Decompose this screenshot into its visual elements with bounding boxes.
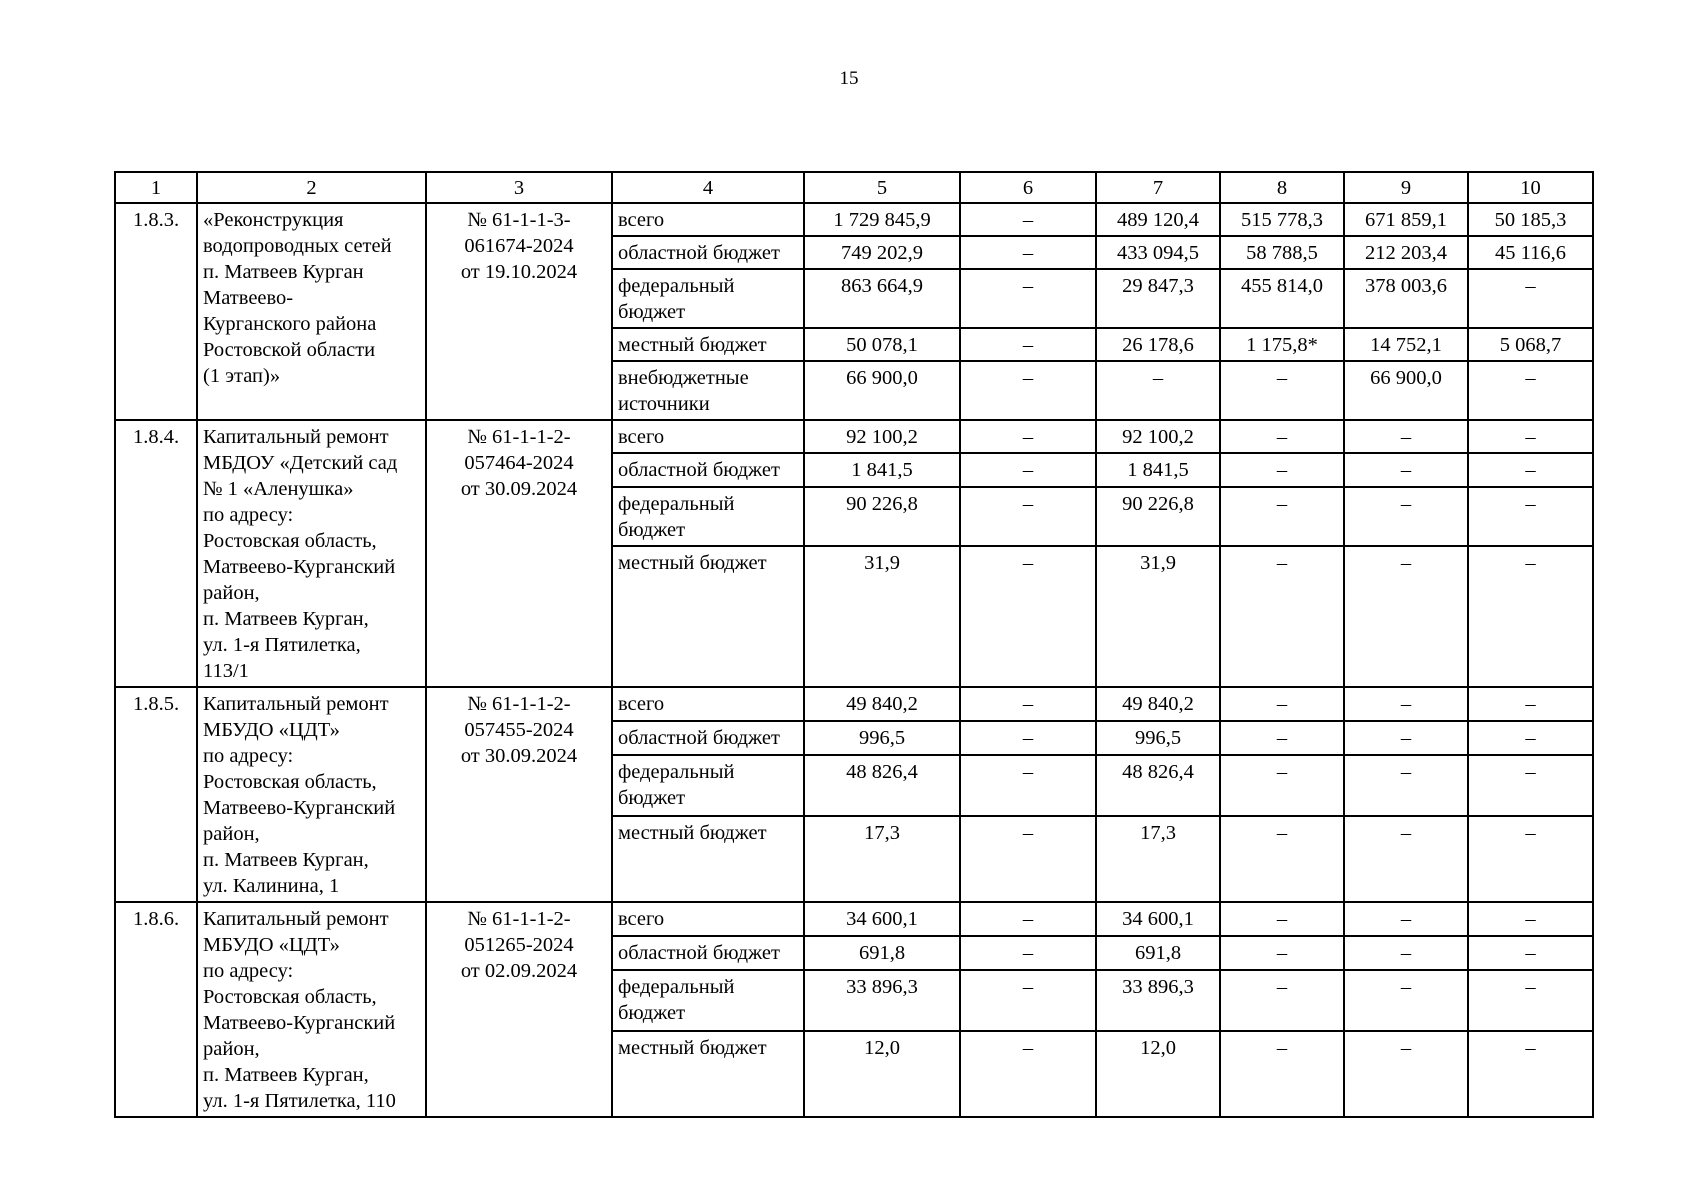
amount-cell-col-5: 33 896,3: [804, 970, 960, 1031]
funding-source: [612, 236, 804, 269]
amount-cell-col-8: –: [1220, 816, 1344, 902]
amount-cell-col-7: 1 841,5: [1096, 453, 1220, 486]
text-line: федеральный: [618, 975, 735, 998]
text-line: всего: [618, 426, 665, 448]
amount-cell-col-10: –: [1468, 453, 1593, 486]
text-line: район,: [203, 823, 260, 845]
text-line: Ростовская область,: [203, 771, 377, 793]
text-line: федеральный: [618, 760, 735, 783]
amount-cell-col-10: –: [1468, 487, 1593, 547]
text-line: от 02.09.2024: [460, 960, 578, 982]
text-line: Курганского района: [203, 313, 377, 335]
text-line: всего: [618, 908, 665, 930]
table-header-row: [115, 172, 1593, 203]
text-line: от 19.10.2024: [460, 261, 578, 283]
text-line: областной бюджет: [618, 941, 780, 964]
amount-cell-col-9: –: [1344, 936, 1468, 970]
amount-cell-col-5: 996,5: [804, 721, 960, 755]
amount-cell-col-5: 48 826,4: [804, 755, 960, 816]
object-name: [197, 420, 426, 687]
column-header-5: 5: [804, 172, 960, 203]
amount-cell-col-6: –: [960, 203, 1096, 236]
funding-source: [612, 328, 804, 361]
amount-cell-col-7: 90 226,8: [1096, 487, 1220, 547]
funding-source: [612, 902, 804, 936]
amount-cell-col-10: 45 116,6: [1468, 236, 1593, 269]
text-line: областной бюджет: [618, 242, 780, 264]
amount-cell-col-10: –: [1468, 936, 1593, 970]
text-line: п. Матвеев Курган: [203, 261, 364, 283]
text-line: № 61-1-1-2-: [467, 426, 571, 448]
text-line: местный бюджет: [618, 334, 767, 356]
amount-cell-col-8: –: [1220, 902, 1344, 936]
amount-cell-col-6: –: [960, 269, 1096, 328]
amount-cell-col-7: 33 896,3: [1096, 970, 1220, 1031]
amount-cell-col-8: –: [1220, 721, 1344, 755]
amount-cell-col-7: 12,0: [1096, 1031, 1220, 1117]
funding-source: [612, 487, 804, 547]
text-line: внебюджетные: [618, 367, 749, 389]
funding-source: [612, 269, 804, 328]
amount-cell-col-8: –: [1220, 453, 1344, 486]
amount-cell-col-8: 455 814,0: [1220, 269, 1344, 328]
object-name: [197, 203, 426, 420]
funding-source: [612, 936, 804, 970]
text-line: район,: [203, 1038, 260, 1060]
amount-cell-col-7: 996,5: [1096, 721, 1220, 755]
amount-cell-col-10: –: [1468, 902, 1593, 936]
column-header-2: 2: [197, 172, 426, 203]
text-line: федеральный: [618, 492, 735, 515]
page-number: 15: [839, 68, 859, 89]
amount-cell-col-5: 50 078,1: [804, 328, 960, 361]
amount-cell-col-10: 50 185,3: [1468, 203, 1593, 236]
amount-cell-col-8: –: [1220, 970, 1344, 1031]
amount-cell-col-9: 378 003,6: [1344, 269, 1468, 328]
amount-cell-col-6: –: [960, 328, 1096, 361]
text-line: «Реконструкция: [203, 209, 344, 231]
amount-cell-col-5: 17,3: [804, 816, 960, 902]
amount-cell-col-9: 671 859,1: [1344, 203, 1468, 236]
amount-cell-col-6: –: [960, 361, 1096, 420]
amount-cell-col-9: –: [1344, 970, 1468, 1031]
amount-cell-col-6: –: [960, 902, 1096, 936]
funding-source: [612, 816, 804, 902]
amount-cell-col-9: –: [1344, 816, 1468, 902]
amount-cell-col-5: 31,9: [804, 546, 960, 687]
text-line: № 61-1-1-2-: [467, 693, 571, 715]
amount-cell-col-6: –: [960, 487, 1096, 547]
text-line: (1 этап)»: [203, 365, 281, 387]
funding-source: [612, 361, 804, 420]
amount-cell-col-10: –: [1468, 1031, 1593, 1117]
amount-cell-col-9: –: [1344, 755, 1468, 816]
amount-cell-col-8: –: [1220, 755, 1344, 816]
amount-cell-col-9: –: [1344, 420, 1468, 453]
amount-cell-col-8: –: [1220, 936, 1344, 970]
amount-cell-col-7: 31,9: [1096, 546, 1220, 687]
amount-cell-col-7: 29 847,3: [1096, 269, 1220, 328]
text-line: 057455-2024: [464, 719, 574, 741]
funding-source: [612, 721, 804, 755]
amount-cell-col-9: –: [1344, 1031, 1468, 1117]
text-line: по адресу:: [203, 504, 294, 526]
item-index: 1.8.5.: [115, 687, 197, 902]
amount-cell-col-9: –: [1344, 453, 1468, 486]
text-line: № 1 «Аленушка»: [203, 478, 354, 500]
amount-cell-col-5: 1 729 845,9: [804, 203, 960, 236]
text-line: 057464-2024: [464, 452, 574, 474]
amount-cell-col-6: –: [960, 755, 1096, 816]
text-line: район,: [203, 582, 260, 604]
text-line: № 61-1-1-3-: [467, 209, 571, 231]
expertise-document: [426, 687, 612, 902]
text-line: федеральный: [618, 275, 735, 297]
amount-cell-col-8: –: [1220, 361, 1344, 420]
amount-cell-col-7: 489 120,4: [1096, 203, 1220, 236]
amount-cell-col-6: –: [960, 970, 1096, 1031]
amount-cell-col-6: –: [960, 546, 1096, 687]
amount-cell-col-5: 691,8: [804, 936, 960, 970]
amount-cell-col-6: –: [960, 453, 1096, 486]
amount-cell-col-9: –: [1344, 902, 1468, 936]
text-line: 051265-2024: [464, 934, 574, 956]
text-line: по адресу:: [203, 960, 294, 982]
text-line: бюджет: [618, 786, 686, 809]
text-line: Матвеево-Курганский: [203, 556, 396, 578]
text-line: от 30.09.2024: [460, 478, 578, 500]
amount-cell-col-10: –: [1468, 420, 1593, 453]
amount-cell-col-6: –: [960, 816, 1096, 902]
amount-cell-col-6: –: [960, 936, 1096, 970]
amount-cell-col-8: –: [1220, 487, 1344, 547]
amount-cell-col-9: 14 752,1: [1344, 328, 1468, 361]
text-line: п. Матвеев Курган,: [203, 608, 369, 630]
amount-cell-col-5: 12,0: [804, 1031, 960, 1117]
amount-cell-col-8: 515 778,3: [1220, 203, 1344, 236]
amount-cell-col-5: 1 841,5: [804, 453, 960, 486]
amount-cell-col-9: –: [1344, 487, 1468, 547]
text-line: областной бюджет: [618, 459, 780, 482]
text-line: местный бюджет: [618, 821, 767, 844]
amount-cell-col-8: –: [1220, 420, 1344, 453]
table-row: [115, 203, 1593, 236]
text-line: Капитальный ремонт: [203, 426, 389, 448]
text-line: Матвеево-Курганский: [203, 1012, 396, 1034]
amount-cell-col-7: 433 094,5: [1096, 236, 1220, 269]
expertise-document: [426, 203, 612, 420]
amount-cell-col-6: –: [960, 721, 1096, 755]
table-row: [115, 902, 1593, 936]
text-line: Матвеево-Курганский: [203, 797, 396, 819]
text-line: Ростовская область,: [203, 530, 377, 552]
text-line: п. Матвеев Курган,: [203, 849, 369, 871]
text-line: ул. Калинина, 1: [203, 875, 340, 897]
expertise-document: [426, 902, 612, 1117]
column-header-6: 6: [960, 172, 1096, 203]
text-line: № 61-1-1-2-: [467, 908, 571, 930]
funding-source: [612, 420, 804, 453]
text-line: ул. 1-я Пятилетка,: [203, 634, 361, 656]
text-line: местный бюджет: [618, 552, 767, 575]
item-index: 1.8.3.: [115, 203, 197, 420]
text-line: ул. 1-я Пятилетка, 110: [203, 1090, 396, 1112]
column-header-8: 8: [1220, 172, 1344, 203]
amount-cell-col-5: 90 226,8: [804, 487, 960, 547]
column-header-3: 3: [426, 172, 612, 203]
text-line: бюджет: [618, 518, 686, 541]
amount-cell-col-7: 26 178,6: [1096, 328, 1220, 361]
budget-table: [114, 171, 1594, 1118]
text-line: по адресу:: [203, 745, 294, 767]
column-header-9: 9: [1344, 172, 1468, 203]
amount-cell-col-9: 212 203,4: [1344, 236, 1468, 269]
amount-cell-col-8: –: [1220, 1031, 1344, 1117]
amount-cell-col-10: –: [1468, 970, 1593, 1031]
item-index: 1.8.6.: [115, 902, 197, 1117]
funding-source: [612, 755, 804, 816]
amount-cell-col-5: 66 900,0: [804, 361, 960, 420]
table-row: [115, 420, 1593, 453]
amount-cell-col-10: –: [1468, 755, 1593, 816]
object-name: [197, 687, 426, 902]
amount-cell-col-8: –: [1220, 546, 1344, 687]
amount-cell-col-7: 17,3: [1096, 816, 1220, 902]
amount-cell-col-5: 92 100,2: [804, 420, 960, 453]
text-line: областной бюджет: [618, 726, 780, 749]
text-line: водопроводных сетей: [203, 235, 392, 257]
funding-source: [612, 1031, 804, 1117]
text-line: Матвеево-: [203, 287, 294, 309]
funding-source: [612, 687, 804, 721]
amount-cell-col-9: –: [1344, 721, 1468, 755]
amount-cell-col-7: 49 840,2: [1096, 687, 1220, 721]
amount-cell-col-9: –: [1344, 687, 1468, 721]
text-line: Ростовской области: [203, 339, 376, 361]
amount-cell-col-9: 66 900,0: [1344, 361, 1468, 420]
funding-source: [612, 970, 804, 1031]
column-header-1: 1: [115, 172, 197, 203]
amount-cell-col-10: 5 068,7: [1468, 328, 1593, 361]
text-line: 061674-2024: [464, 235, 574, 257]
column-header-7: 7: [1096, 172, 1220, 203]
amount-cell-col-7: 92 100,2: [1096, 420, 1220, 453]
amount-cell-col-6: –: [960, 236, 1096, 269]
column-header-10: 10: [1468, 172, 1593, 203]
amount-cell-col-7: 48 826,4: [1096, 755, 1220, 816]
funding-source: [612, 203, 804, 236]
amount-cell-col-8: –: [1220, 687, 1344, 721]
text-line: всего: [618, 693, 665, 715]
amount-cell-col-6: –: [960, 1031, 1096, 1117]
object-name: [197, 902, 426, 1117]
amount-cell-col-6: –: [960, 420, 1096, 453]
amount-cell-col-9: –: [1344, 546, 1468, 687]
amount-cell-col-5: 49 840,2: [804, 687, 960, 721]
text-line: от 30.09.2024: [460, 745, 578, 767]
amount-cell-col-7: –: [1096, 361, 1220, 420]
amount-cell-col-10: –: [1468, 816, 1593, 902]
funding-source: [612, 546, 804, 687]
text-line: Капитальный ремонт: [203, 693, 389, 715]
amount-cell-col-5: 749 202,9: [804, 236, 960, 269]
amount-cell-col-7: 34 600,1: [1096, 902, 1220, 936]
text-line: Ростовская область,: [203, 986, 377, 1008]
amount-cell-col-10: –: [1468, 721, 1593, 755]
amount-cell-col-8: 1 175,8*: [1220, 328, 1344, 361]
expertise-document: [426, 420, 612, 687]
amount-cell-col-10: –: [1468, 546, 1593, 687]
text-line: 113/1: [203, 660, 249, 682]
amount-cell-col-5: 34 600,1: [804, 902, 960, 936]
amount-cell-col-10: –: [1468, 269, 1593, 328]
text-line: п. Матвеев Курган,: [203, 1064, 369, 1086]
amount-cell-col-7: 691,8: [1096, 936, 1220, 970]
table-row: [115, 687, 1593, 721]
column-header-4: 4: [612, 172, 804, 203]
amount-cell-col-10: –: [1468, 687, 1593, 721]
text-line: источники: [618, 393, 710, 415]
text-line: бюджет: [618, 301, 686, 323]
funding-source: [612, 453, 804, 486]
amount-cell-col-10: –: [1468, 361, 1593, 420]
amount-cell-col-8: 58 788,5: [1220, 236, 1344, 269]
text-line: МБДОУ «Детский сад: [203, 452, 398, 474]
amount-cell-col-6: –: [960, 687, 1096, 721]
text-line: всего: [618, 209, 665, 231]
text-line: бюджет: [618, 1001, 686, 1024]
text-line: МБУДО «ЦДТ»: [203, 934, 340, 956]
text-line: Капитальный ремонт: [203, 908, 389, 930]
text-line: местный бюджет: [618, 1036, 767, 1059]
table-body: [115, 172, 1593, 1117]
item-index: 1.8.4.: [115, 420, 197, 687]
text-line: МБУДО «ЦДТ»: [203, 719, 340, 741]
amount-cell-col-5: 863 664,9: [804, 269, 960, 328]
